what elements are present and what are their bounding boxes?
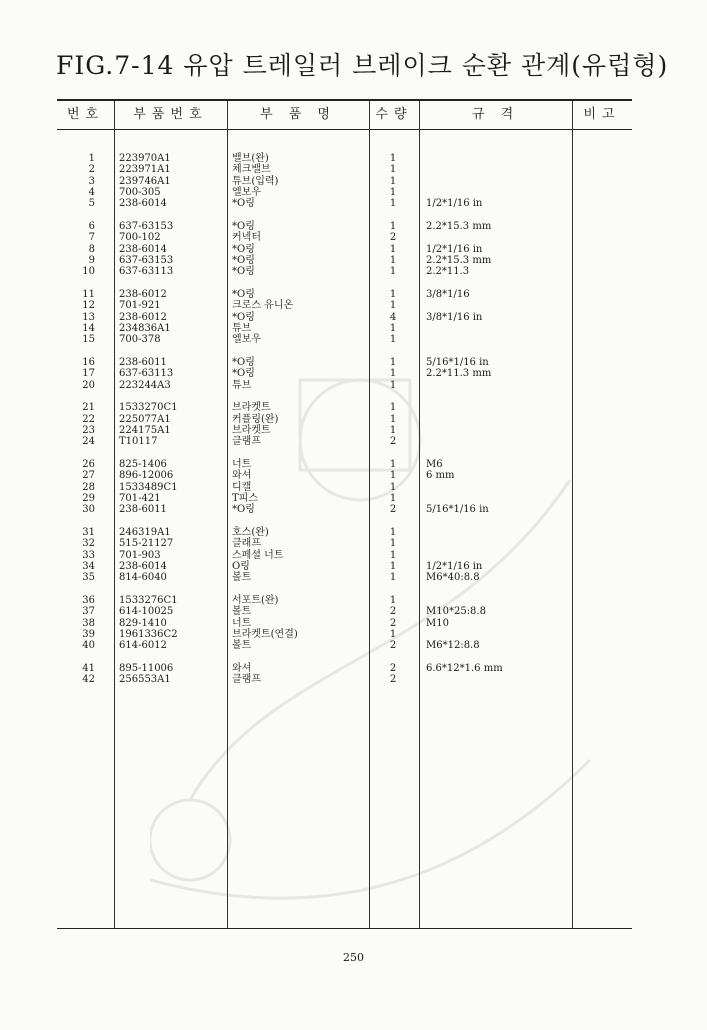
quantity: 1 xyxy=(389,413,397,425)
part-name: 브라켓트 xyxy=(232,424,271,436)
quantity: 1 xyxy=(389,560,397,572)
table-row xyxy=(57,368,632,379)
item-number: 27 xyxy=(82,470,95,482)
specification: M10 xyxy=(426,617,449,629)
part-name: 볼트 xyxy=(232,606,252,618)
quantity: 1 xyxy=(389,572,397,584)
part-name: 호스(완) xyxy=(232,527,269,539)
quantity: 1 xyxy=(389,492,397,504)
table-row xyxy=(57,312,632,323)
part-name: T피스 xyxy=(232,492,258,504)
part-name: 디캘 xyxy=(232,481,252,493)
table-row xyxy=(57,561,632,572)
table-row xyxy=(57,640,632,651)
item-number: 28 xyxy=(82,481,95,493)
group-spacer xyxy=(57,516,632,528)
item-number: 23 xyxy=(82,424,95,436)
part-number: 223971A1 xyxy=(119,164,171,176)
quantity: 1 xyxy=(389,322,397,334)
part-name: 브라켓트 xyxy=(232,402,271,414)
part-name: 튜브 xyxy=(232,322,252,334)
table-row xyxy=(57,255,632,266)
part-name: 엘보우 xyxy=(232,186,261,198)
part-name: 볼트 xyxy=(232,572,252,584)
item-number: 26 xyxy=(82,459,95,471)
table-row xyxy=(57,380,632,391)
specification: M6 xyxy=(426,459,443,471)
quantity: 1 xyxy=(389,527,397,539)
item-number: 4 xyxy=(88,186,95,198)
specification: 6.6*12*1.6 mm xyxy=(426,662,503,674)
table-row xyxy=(57,538,632,549)
item-number: 1 xyxy=(88,153,95,164)
quantity: 1 xyxy=(389,198,397,210)
part-name: 볼트 xyxy=(232,640,252,652)
item-number: 6 xyxy=(88,220,95,232)
item-number: 32 xyxy=(82,538,95,550)
part-name: 엘보우 xyxy=(232,334,261,346)
part-number: 614-6012 xyxy=(119,640,167,652)
part-number: 700-102 xyxy=(119,232,161,244)
group-spacer xyxy=(57,277,632,289)
part-number: 224175A1 xyxy=(119,424,171,436)
item-number: 13 xyxy=(82,311,95,323)
part-name: *O링 xyxy=(232,368,255,380)
specification: 5/16*1/16 in xyxy=(426,504,489,516)
part-number: 1533270C1 xyxy=(119,402,178,414)
table-row xyxy=(57,470,632,481)
table-row xyxy=(57,414,632,425)
item-number: 8 xyxy=(88,243,95,255)
item-number: 33 xyxy=(82,549,95,561)
part-number: 700-305 xyxy=(119,186,161,198)
quantity: 2 xyxy=(389,606,397,618)
item-number: 41 xyxy=(82,662,95,674)
group-spacer xyxy=(57,209,632,221)
quantity: 2 xyxy=(389,436,397,448)
table-row xyxy=(57,300,632,311)
specification: 5/16*1/16 in xyxy=(426,356,489,368)
item-number: 35 xyxy=(82,572,95,584)
table-row xyxy=(57,164,632,175)
quantity: 1 xyxy=(389,379,397,391)
quantity: 1 xyxy=(389,164,397,176)
part-number: 814-6040 xyxy=(119,572,167,584)
quantity: 1 xyxy=(389,153,397,164)
quantity: 1 xyxy=(389,356,397,368)
part-name: 너트 xyxy=(232,459,252,471)
part-number: 238-6014 xyxy=(119,560,167,572)
quantity: 1 xyxy=(389,300,397,312)
table-row xyxy=(57,198,632,209)
header-part-no: 부품번호 xyxy=(133,107,208,122)
part-number: 1533489C1 xyxy=(119,481,178,493)
table-row xyxy=(57,606,632,617)
item-number: 36 xyxy=(82,595,95,606)
part-name: 체크밸브 xyxy=(232,164,271,176)
item-number: 39 xyxy=(82,628,95,640)
part-number: 637-63153 xyxy=(119,254,174,266)
quantity: 1 xyxy=(389,402,397,414)
part-name: 밸브(완) xyxy=(232,153,269,164)
specification: 3/8*1/16 in xyxy=(426,311,483,323)
item-number: 38 xyxy=(82,617,95,629)
quantity: 1 xyxy=(389,459,397,471)
quantity: 2 xyxy=(389,674,397,686)
item-number: 15 xyxy=(82,334,95,346)
part-number: T10117 xyxy=(119,436,158,448)
group-spacer xyxy=(57,391,632,403)
table-row xyxy=(57,244,632,255)
header-spec: 규 격 xyxy=(471,107,520,122)
parts-table xyxy=(57,99,632,929)
part-number: 515-21127 xyxy=(119,538,174,550)
table-row xyxy=(57,674,632,685)
quantity: 1 xyxy=(389,481,397,493)
table-row xyxy=(57,572,632,583)
table-row xyxy=(57,153,632,164)
part-name: *O링 xyxy=(232,243,255,255)
item-number: 12 xyxy=(82,300,95,312)
quantity: 1 xyxy=(389,549,397,561)
item-number: 10 xyxy=(82,266,95,278)
part-name: *O링 xyxy=(232,288,255,300)
item-number: 40 xyxy=(82,640,95,652)
quantity: 1 xyxy=(389,368,397,380)
part-name: 스페셜 너트 xyxy=(232,549,284,561)
table-row xyxy=(57,176,632,187)
quantity: 2 xyxy=(389,232,397,244)
table-row xyxy=(57,334,632,345)
table-row xyxy=(57,402,632,413)
part-number: 700-378 xyxy=(119,334,161,346)
table-body xyxy=(57,153,632,686)
item-number: 2 xyxy=(88,164,95,176)
table-row xyxy=(57,187,632,198)
table-row xyxy=(57,459,632,470)
item-number: 5 xyxy=(88,198,95,210)
table-row xyxy=(57,493,632,504)
table-row xyxy=(57,595,632,606)
part-number: 234836A1 xyxy=(119,322,171,334)
item-number: 22 xyxy=(82,413,95,425)
part-number: 701-421 xyxy=(119,492,161,504)
item-number: 3 xyxy=(88,175,95,187)
quantity: 1 xyxy=(389,175,397,187)
table-row xyxy=(57,425,632,436)
part-number: 825-1406 xyxy=(119,459,167,471)
part-number: 896-12006 xyxy=(119,470,174,482)
quantity: 1 xyxy=(389,424,397,436)
page-number: 250 xyxy=(343,951,364,964)
quantity: 1 xyxy=(389,538,397,550)
specification: 6 mm xyxy=(426,470,455,482)
table-row xyxy=(57,550,632,561)
item-number: 7 xyxy=(88,232,95,244)
part-name: *O링 xyxy=(232,198,255,210)
quantity: 1 xyxy=(389,220,397,232)
item-number: 14 xyxy=(82,322,95,334)
header-remark: 비고 xyxy=(583,107,621,122)
item-number: 21 xyxy=(82,402,95,414)
part-name: 브라켓트(연결) xyxy=(232,628,298,640)
quantity: 1 xyxy=(389,470,397,482)
quantity: 2 xyxy=(389,640,397,652)
part-number: 637-63113 xyxy=(119,368,174,380)
part-number: 239746A1 xyxy=(119,175,171,187)
table-row xyxy=(57,482,632,493)
specification: 1/2*1/16 in xyxy=(426,560,483,572)
table-row xyxy=(57,266,632,277)
item-number: 29 xyxy=(82,492,95,504)
part-number: 238-6014 xyxy=(119,198,167,210)
part-name: *O링 xyxy=(232,311,255,323)
part-name: *O링 xyxy=(232,504,255,516)
header-no: 번호 xyxy=(66,107,105,122)
header-qty: 수량 xyxy=(375,107,413,122)
part-name: 튜브 xyxy=(232,379,252,391)
part-name: 너트 xyxy=(232,617,252,629)
quantity: 2 xyxy=(389,504,397,516)
specification: M6*12:8.8 xyxy=(426,640,480,652)
part-name: *O링 xyxy=(232,254,255,266)
specification: M6*40:8.8 xyxy=(426,572,480,584)
table-row xyxy=(57,323,632,334)
table-row xyxy=(57,527,632,538)
quantity: 1 xyxy=(389,595,397,606)
page-title: FIG.7-14 유압 트레일러 브레이크 순환 관계(유럽형) xyxy=(56,51,669,80)
specification: 2.2*15.3 mm xyxy=(426,220,492,232)
table-row xyxy=(57,232,632,243)
part-number: 1533276C1 xyxy=(119,595,178,606)
table-header xyxy=(57,101,632,130)
part-number: 614-10025 xyxy=(119,606,174,618)
header-name: 부 품 명 xyxy=(260,107,336,122)
table-row xyxy=(57,221,632,232)
specification: 2.2*11.3 xyxy=(426,266,470,278)
part-number: 256553A1 xyxy=(119,674,171,686)
item-number: 31 xyxy=(82,527,95,539)
part-number: 895-11006 xyxy=(119,662,174,674)
part-name: 크로스 유니온 xyxy=(232,300,294,312)
part-number: 637-63153 xyxy=(119,220,174,232)
part-name: *O링 xyxy=(232,220,255,232)
table-row xyxy=(57,289,632,300)
part-number: 238-6011 xyxy=(119,504,167,516)
part-number: 238-6012 xyxy=(119,311,167,323)
quantity: 4 xyxy=(389,311,397,323)
part-number: 1961336C2 xyxy=(119,628,178,640)
specification: 2.2*11.3 mm xyxy=(426,368,492,380)
quantity: 1 xyxy=(389,334,397,346)
part-name: 와셔 xyxy=(232,470,252,482)
quantity: 1 xyxy=(389,288,397,300)
quantity: 1 xyxy=(389,186,397,198)
part-name: 클램프 xyxy=(232,436,261,448)
group-spacer xyxy=(57,345,632,357)
table-row xyxy=(57,504,632,515)
table-row xyxy=(57,357,632,368)
item-number: 37 xyxy=(82,606,95,618)
part-name: 와셔 xyxy=(232,662,252,674)
part-number: 829-1410 xyxy=(119,617,167,629)
part-number: 223244A3 xyxy=(119,379,171,391)
quantity: 1 xyxy=(389,266,397,278)
item-number: 9 xyxy=(88,254,95,266)
table-row xyxy=(57,629,632,640)
group-spacer xyxy=(57,584,632,596)
part-name: 튜브(입력) xyxy=(232,175,279,187)
item-number: 42 xyxy=(82,674,95,686)
item-number: 30 xyxy=(82,504,95,516)
part-name: O링 xyxy=(232,560,250,572)
part-number: 701-921 xyxy=(119,300,161,312)
quantity: 1 xyxy=(389,628,397,640)
part-name: 클래프 xyxy=(232,538,261,550)
part-name: 클램프 xyxy=(232,674,261,686)
group-spacer xyxy=(57,651,632,663)
table-row xyxy=(57,663,632,674)
part-number: 225077A1 xyxy=(119,413,171,425)
item-number: 16 xyxy=(82,356,95,368)
specification: 3/8*1/16 xyxy=(426,288,470,300)
part-number: 223970A1 xyxy=(119,153,171,164)
item-number: 34 xyxy=(82,560,95,572)
part-number: 238-6012 xyxy=(119,288,167,300)
item-number: 17 xyxy=(82,368,95,380)
table-row xyxy=(57,436,632,447)
quantity: 2 xyxy=(389,617,397,629)
part-number: 238-6014 xyxy=(119,243,167,255)
specification: M10*25:8.8 xyxy=(426,606,486,618)
part-name: *O링 xyxy=(232,356,255,368)
part-name: 커넥터 xyxy=(232,232,261,244)
part-name: *O링 xyxy=(232,266,255,278)
part-number: 246319A1 xyxy=(119,527,171,539)
part-number: 238-6011 xyxy=(119,356,167,368)
part-name: 서포트(완) xyxy=(232,595,279,606)
specification: 1/2*1/16 in xyxy=(426,243,483,255)
specification: 1/2*1/16 in xyxy=(426,198,483,210)
quantity: 1 xyxy=(389,254,397,266)
quantity: 2 xyxy=(389,662,397,674)
item-number: 20 xyxy=(82,379,95,391)
part-name: 커플링(완) xyxy=(232,413,279,425)
item-number: 11 xyxy=(82,288,95,300)
item-number: 24 xyxy=(82,436,95,448)
specification: 2.2*15.3 mm xyxy=(426,254,492,266)
part-number: 701-903 xyxy=(119,549,161,561)
group-spacer xyxy=(57,448,632,460)
table-row xyxy=(57,618,632,629)
part-number: 637-63113 xyxy=(119,266,174,278)
quantity: 1 xyxy=(389,243,397,255)
